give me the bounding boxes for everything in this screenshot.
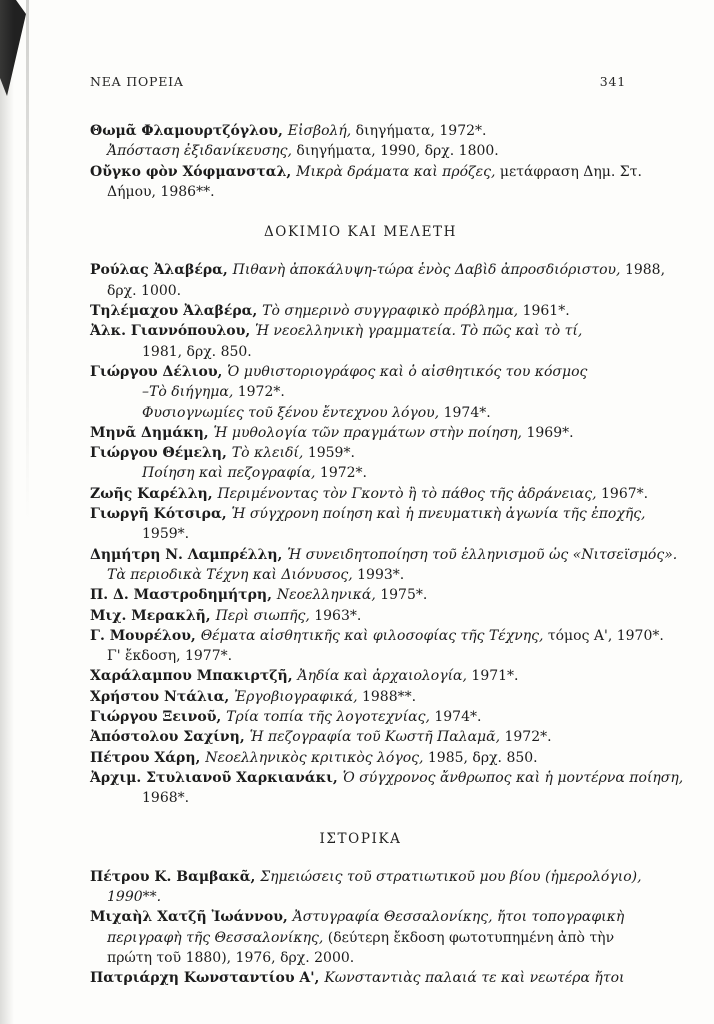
author-name: Ἀλκ. Γιαννόπουλου, <box>90 323 256 340</box>
entry-line <box>90 887 631 907</box>
author-name: Θωμᾶ Φλαμουρτζόγλου, <box>90 123 288 139</box>
entry-text: (δεύτερη ἔκδοση φωτοτυπημένη ἀπὸ τὴν <box>323 929 615 946</box>
author-name: Χαράλαμπου Μπακιρτζῆ, <box>90 668 298 685</box>
bibliography-entry <box>90 504 646 545</box>
author-name: Γιωργῆ Κότσιρα, <box>90 506 232 523</box>
work-title: Ἀπόσταση ἐξιδανίκευσης, <box>107 143 292 160</box>
entry-text: Δήμου, 1986**. <box>107 183 215 200</box>
work-title: περιγραφὴ τῆς Θεσσαλονίκης, <box>107 929 324 946</box>
entry-line <box>90 260 666 280</box>
bibliography-entry <box>90 768 684 809</box>
entry-line <box>90 646 631 666</box>
entry-text: διηγήματα, 1990, δρχ. 1800. <box>291 143 499 160</box>
entry-line <box>90 707 631 727</box>
content <box>90 121 684 989</box>
entry-line <box>90 484 649 504</box>
work-title: Φυσιογνωμίες τοῦ ξένου ἔντεχνου λόγου, <box>142 404 440 421</box>
entry-line <box>90 565 631 585</box>
work-title: Ὁ μυθιστοριογράφος καὶ ὁ αἰσθητικός του κόσμος <box>227 363 588 380</box>
work-title: Ἀηδία καὶ ἀρχαιολογία, <box>297 668 467 685</box>
entry-text: 1959*. <box>303 445 355 462</box>
entry-line <box>90 403 631 423</box>
entry-line <box>90 727 631 747</box>
work-title: Ἡ πεζογραφία τοῦ Κωστῆ Παλαμᾶ, <box>249 729 501 746</box>
work-title: Ἐργοβιογραφικά, <box>234 688 358 705</box>
work-title: Νεοελληνικά, <box>276 587 376 604</box>
entry-text: μετάφραση Δημ. Στ. <box>495 163 642 180</box>
entry-text: 1972*. <box>315 465 367 482</box>
work-title: –Τὸ διήγημα, <box>142 384 234 401</box>
bibliography-entry <box>90 162 642 203</box>
bibliography-entry <box>90 867 642 908</box>
entry-line <box>90 281 631 301</box>
author-name: Χρήστου Ντάλια, <box>90 688 235 705</box>
entry-text: 1974*. <box>439 404 491 421</box>
work-title: Θέματα αἰσθητικῆς καὶ φιλοσοφίας τῆς Τέχνης, <box>200 627 544 644</box>
entry-line <box>90 121 631 141</box>
author-name: Δημήτρη Ν. Λαμπρέλλη, <box>90 546 288 563</box>
work-title: Περιμένοντας τὸν Γκοντὸ ἢ τὸ πάθος τῆς ἀδράνειας, <box>217 485 597 502</box>
entry-line <box>90 907 631 927</box>
entry-line <box>90 768 684 788</box>
entry-text: 1988**. <box>357 688 417 705</box>
bibliography-entry <box>90 121 631 162</box>
entry-line <box>90 748 631 768</box>
work-title: Τρία τοπία τῆς λογοτεχνίας, <box>226 709 430 726</box>
entry-line <box>90 443 631 463</box>
entry-line <box>90 585 631 605</box>
bibliography-entry <box>90 748 631 768</box>
entry-line <box>90 968 631 988</box>
author-name: Οὔγκο φὸν Χόφμανσταλ, <box>90 163 297 180</box>
entry-line <box>90 867 642 887</box>
bibliography-entry <box>90 666 631 686</box>
entry-line <box>90 504 646 524</box>
work-title: Ὁ σύγχρονος ἄνθρωπος καὶ ἡ μοντέρνα ποίηση, <box>342 769 684 786</box>
author-name: Γ. Μουρέλου, <box>90 627 201 644</box>
entry-line <box>90 666 631 686</box>
entry-text: 1985, δρχ. 850. <box>423 749 538 766</box>
entry-text: 1959*. <box>142 526 190 543</box>
entry-line <box>90 382 631 402</box>
entry-line <box>90 342 631 362</box>
entry-text: 1972*. <box>500 729 552 746</box>
bibliography-entry <box>90 968 631 988</box>
entry-line <box>90 687 631 707</box>
work-title: Ἀστυγραφία Θεσσαλονίκης, ἤτοι τοπογραφικὴ <box>292 909 625 926</box>
section-heading: ΔΟΚΙΜΙΟ ΚΑΙ ΜΕΛΕΤΗ <box>263 224 458 241</box>
work-title: Τὸ κλειδί, <box>231 445 304 462</box>
work-title: Ἡ σύγχρονη ποίηση καὶ ἡ πνευματικὴ ἀγωνία τῆς ἐποχῆς, <box>231 506 646 523</box>
bibliography-entry <box>90 260 666 301</box>
entry-text: 1963*. <box>309 607 362 624</box>
work-title: Πιθανὴ ἀποκάλυψη-τώρα ἑνὸς Δαβὶδ ἀπροσδιόριστου, <box>232 262 621 279</box>
page-number: 341 <box>599 74 626 89</box>
work-title: Ἡ μυθολογία τῶν πραγμάτων στὴν ποίηση, <box>213 424 523 441</box>
author-name: Π. Δ. Μαστροδημήτρη, <box>90 587 277 604</box>
author-name: Ρούλας Ἀλαβέρα, <box>90 262 233 279</box>
entry-line <box>90 321 631 341</box>
entry-line <box>90 948 631 968</box>
entry-line <box>90 182 631 202</box>
bibliography-entry <box>90 443 631 484</box>
entry-text: 1975*. <box>375 587 428 604</box>
entry-line <box>90 362 631 382</box>
entry-text: 1971*. <box>466 668 519 685</box>
work-title: Εἰσβολή, <box>287 123 352 139</box>
entry-line <box>90 463 631 483</box>
bibliography-entry <box>90 301 631 321</box>
entry-text: πρώτη τοῦ 1880), 1976, δρχ. 2000. <box>107 949 355 966</box>
author-name: Πέτρου Χάρη, <box>90 749 206 766</box>
entry-line <box>90 928 631 948</box>
entry-text: 1974*. <box>429 709 482 726</box>
entry-text: 1968*. <box>142 790 190 807</box>
entry-text: 1967*. <box>596 485 649 502</box>
entry-line <box>90 301 631 321</box>
scan-edge-shadow <box>0 0 14 1024</box>
entry-line <box>90 423 631 443</box>
bibliography-entry <box>90 362 631 423</box>
entry-text: 1988, <box>620 262 666 279</box>
author-name: Ζωῆς Καρέλλη, <box>90 485 218 502</box>
author-name: Ἀρχιμ. Στυλιανοῦ Χαρκιανάκι, <box>90 769 343 786</box>
bibliography-entry <box>90 727 631 747</box>
entry-text: 1961*. <box>518 303 570 320</box>
work-title: Ποίηση καὶ πεζογραφία, <box>142 465 316 482</box>
entry-line <box>90 606 631 626</box>
entry-line <box>90 545 678 565</box>
entry-text: 1981, δρχ. 850. <box>142 343 252 360</box>
author-name: Μιχαὴλ Χατζῆ Ἰωάννου, <box>90 909 293 926</box>
author-name: Γιώργου Ξεινοῦ, <box>90 709 227 726</box>
entry-line <box>90 162 642 182</box>
journal-title: ΝΕΑ ΠΟΡΕΙΑ <box>90 74 184 89</box>
section-heading: ΙΣΤΟΡΙΚΑ <box>319 830 402 847</box>
author-name: Γιώργου Θέμελη, <box>90 445 232 462</box>
bibliography-entry <box>90 707 631 727</box>
entry-text: 1972*. <box>233 384 285 401</box>
work-title: Μικρὰ δράματα καὶ πρόζες, <box>296 163 496 180</box>
bibliography-entry <box>90 585 631 605</box>
bibliography-entry <box>90 907 631 968</box>
running-header <box>90 74 626 89</box>
author-name: Ἀπόστολου Σαχίνη, <box>90 729 250 746</box>
author-name: Μηνᾶ Δημάκη, <box>90 424 214 441</box>
entry-text: Γ' ἔκδοση, 1977*. <box>107 648 233 665</box>
entry-line <box>90 626 664 646</box>
bibliography-entry <box>90 321 631 362</box>
work-title: Σημειώσεις τοῦ στρατιωτικοῦ μου βίου (ἡμερολόγιο), <box>260 868 642 885</box>
entry-line <box>90 141 631 161</box>
bibliography-entry <box>90 484 649 504</box>
work-title: Περὶ σιωπῆς, <box>215 607 310 624</box>
entry-text: δρχ. 1000. <box>107 282 182 299</box>
entry-text: 1993*. <box>352 566 405 583</box>
author-name: Γιώργου Δέλιου, <box>90 363 228 380</box>
work-title: Νεοελληνικὸς κριτικὸς λόγος, <box>205 749 424 766</box>
entry-line <box>90 524 631 544</box>
work-title: Ἡ συνειδητοποίηση τοῦ ἑλληνισμοῦ ὡς «Νιτσεϊσμός». <box>287 546 678 563</box>
work-title: 1990**. <box>107 889 162 906</box>
bibliography-entry <box>90 687 631 707</box>
work-title: Κωνσταντιὰς παλαιά τε καὶ νεωτέρα ἤτοι <box>324 970 625 987</box>
entry-text: 1969*. <box>522 424 574 441</box>
scan-crease-line <box>26 0 29 520</box>
entry-text: διηγήματα, 1972*. <box>351 123 487 139</box>
bibliography-entry <box>90 545 678 586</box>
entry-line <box>90 788 631 808</box>
work-title: Τὸ σημερινὸ συγγραφικὸ πρόβλημα, <box>262 303 519 320</box>
bibliography-entry <box>90 606 631 626</box>
author-name: Μιχ. Μερακλῆ, <box>90 607 216 624</box>
author-name: Πέτρου Κ. Βαμβακᾶ, <box>90 868 261 885</box>
bibliography-entry <box>90 626 664 667</box>
author-name: Τηλέμαχου Ἀλαβέρα, <box>90 303 263 320</box>
work-title: Ἡ νεοελληνικὴ γραμματεία. Τὸ πῶς καὶ τὸ τί, <box>255 323 583 340</box>
bibliography-entry <box>90 423 631 443</box>
entry-text: τόμος Α', 1970*. <box>543 627 664 644</box>
work-title: Τὰ περιοδικὰ Τέχνη καὶ Διόνυσος, <box>107 566 353 583</box>
author-name: Πατριάρχη Κωνσταντίου Α', <box>90 970 325 987</box>
